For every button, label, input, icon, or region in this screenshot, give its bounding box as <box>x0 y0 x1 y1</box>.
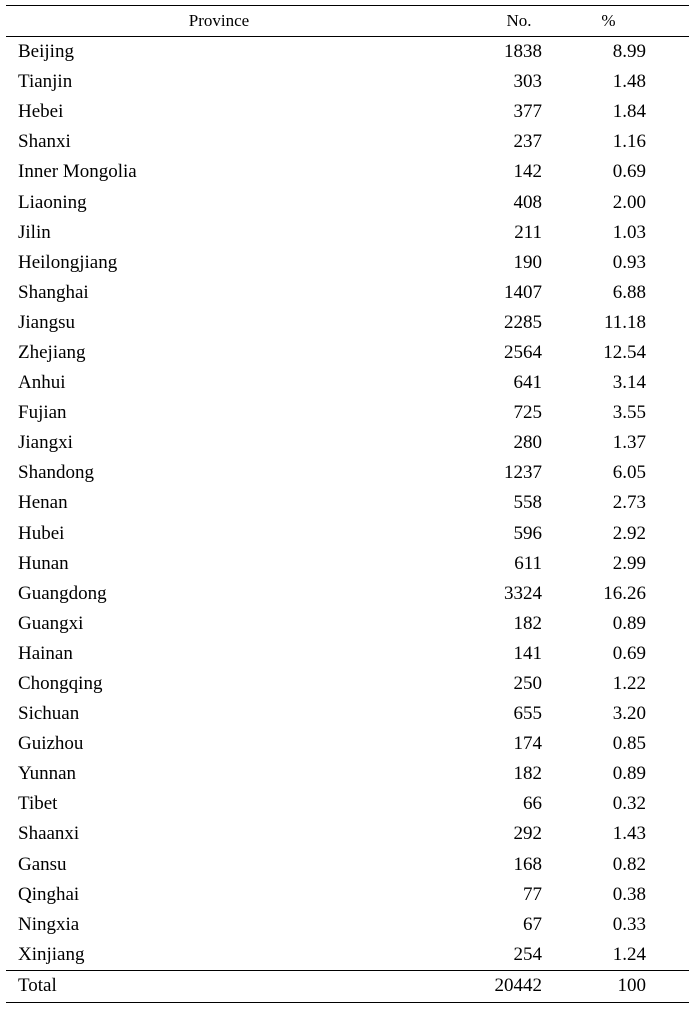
percent-cell: 2.73 <box>612 492 646 514</box>
percent-cell: 3.14 <box>612 372 646 394</box>
table-row <box>6 789 689 819</box>
province-cell: Shanghai <box>18 281 89 303</box>
table-row <box>6 579 689 609</box>
province-cell: Yunnan <box>18 763 77 785</box>
count-cell: 77 <box>523 883 542 905</box>
percent-cell: 3.55 <box>612 402 646 424</box>
percent-cell: 1.37 <box>612 432 646 454</box>
count-cell: 67 <box>523 913 542 935</box>
province-cell: Hubei <box>18 522 65 544</box>
table-row <box>6 157 689 187</box>
table-row <box>6 910 689 940</box>
total-label: Total <box>18 975 57 997</box>
count-cell: 254 <box>513 943 542 965</box>
count-cell: 292 <box>513 823 542 845</box>
province-cell: Gansu <box>18 853 67 875</box>
count-cell: 250 <box>513 673 542 695</box>
table-row <box>6 819 689 849</box>
count-cell: 725 <box>513 402 542 424</box>
table-row <box>6 308 689 338</box>
province-cell: Henan <box>18 492 68 514</box>
province-cell: Heilongjiang <box>18 251 118 273</box>
province-cell: Tibet <box>18 793 58 815</box>
header-no: No. <box>506 11 532 30</box>
count-cell: 377 <box>513 101 542 123</box>
province-cell: Liaoning <box>18 191 87 213</box>
table-row <box>6 398 689 428</box>
total-row <box>6 970 689 1002</box>
province-cell: Sichuan <box>18 703 80 725</box>
table-row <box>6 368 689 398</box>
table-row <box>6 759 689 789</box>
province-cell: Qinghai <box>18 883 80 905</box>
table-row <box>6 669 689 699</box>
province-cell: Zhejiang <box>18 341 86 363</box>
count-cell: 3324 <box>504 582 542 604</box>
province-cell: Shandong <box>18 462 94 484</box>
header-percent: % <box>601 11 616 30</box>
table-row <box>6 549 689 579</box>
count-cell: 211 <box>514 221 542 243</box>
province-cell: Guangdong <box>18 582 107 604</box>
province-cell: Beijing <box>18 41 74 63</box>
percent-cell: 12.54 <box>603 341 646 363</box>
percent-cell: 8.99 <box>612 41 646 63</box>
count-cell: 280 <box>513 432 542 454</box>
table-row <box>6 850 689 880</box>
table-row <box>6 37 689 68</box>
count-cell: 141 <box>513 642 542 664</box>
percent-cell: 0.93 <box>612 251 646 273</box>
table-row <box>6 940 689 971</box>
province-cell: Shanxi <box>18 131 71 153</box>
province-cell: Jilin <box>18 221 51 243</box>
count-cell: 168 <box>513 853 542 875</box>
province-cell: Xinjiang <box>18 943 85 965</box>
count-cell: 66 <box>523 793 542 815</box>
table-footer <box>6 970 689 1002</box>
percent-cell: 1.84 <box>612 101 646 123</box>
count-cell: 655 <box>513 703 542 725</box>
table-body <box>6 37 689 971</box>
percent-cell: 1.48 <box>612 71 646 93</box>
count-cell: 558 <box>513 492 542 514</box>
percent-cell: 16.26 <box>603 582 646 604</box>
table-row <box>6 97 689 127</box>
header-province: Province <box>188 11 250 30</box>
province-cell: Hainan <box>18 642 73 664</box>
table-row <box>6 428 689 458</box>
header-row <box>6 6 689 37</box>
percent-cell: 0.69 <box>612 642 646 664</box>
percent-cell: 1.22 <box>612 673 646 695</box>
table-row <box>6 699 689 729</box>
table-row <box>6 488 689 518</box>
count-cell: 641 <box>513 372 542 394</box>
count-cell: 596 <box>513 522 542 544</box>
count-cell: 1838 <box>504 41 542 63</box>
table-row <box>6 729 689 759</box>
percent-cell: 0.69 <box>612 161 646 183</box>
table-row <box>6 519 689 549</box>
province-cell: Fujian <box>18 402 67 424</box>
percent-cell: 2.92 <box>612 522 646 544</box>
table-row <box>6 639 689 669</box>
count-cell: 1237 <box>504 462 542 484</box>
province-cell: Hebei <box>18 101 64 123</box>
percent-cell: 0.32 <box>612 793 646 815</box>
total-percent: 100 <box>617 975 646 997</box>
province-table-container <box>6 5 689 1003</box>
table-row <box>6 187 689 217</box>
table-row <box>6 609 689 639</box>
percent-cell: 11.18 <box>603 311 646 333</box>
percent-cell: 2.00 <box>612 191 646 213</box>
province-cell: Shaanxi <box>18 823 80 845</box>
province-cell: Hunan <box>18 552 69 574</box>
province-cell: Chongqing <box>18 673 103 695</box>
percent-cell: 0.85 <box>612 733 646 755</box>
percent-cell: 1.16 <box>612 131 646 153</box>
table-row <box>6 458 689 488</box>
percent-cell: 0.33 <box>612 913 646 935</box>
table-row <box>6 218 689 248</box>
percent-cell: 0.89 <box>612 763 646 785</box>
percent-cell: 1.24 <box>612 943 646 965</box>
province-cell: Inner Mongolia <box>18 161 137 183</box>
count-cell: 182 <box>513 612 542 634</box>
table-row <box>6 248 689 278</box>
count-cell: 408 <box>513 191 542 213</box>
province-table <box>6 5 689 1003</box>
percent-cell: 6.05 <box>612 462 646 484</box>
province-cell: Guangxi <box>18 612 84 634</box>
table-row <box>6 278 689 308</box>
total-no: 20442 <box>494 975 542 997</box>
percent-cell: 1.03 <box>612 221 646 243</box>
province-cell: Jiangxi <box>18 432 73 454</box>
count-cell: 142 <box>513 161 542 183</box>
percent-cell: 0.89 <box>612 612 646 634</box>
count-cell: 2564 <box>504 341 542 363</box>
count-cell: 1407 <box>504 281 542 303</box>
percent-cell: 3.20 <box>612 703 646 725</box>
percent-cell: 0.38 <box>612 883 646 905</box>
table-row <box>6 67 689 97</box>
count-cell: 182 <box>513 763 542 785</box>
table-header <box>6 6 689 37</box>
province-cell: Jiangsu <box>18 311 75 333</box>
table-row <box>6 127 689 157</box>
percent-cell: 0.82 <box>612 853 646 875</box>
province-cell: Tianjin <box>18 71 73 93</box>
province-cell: Ningxia <box>18 913 80 935</box>
table-row <box>6 880 689 910</box>
count-cell: 611 <box>514 552 542 574</box>
percent-cell: 2.99 <box>612 552 646 574</box>
percent-cell: 1.43 <box>612 823 646 845</box>
count-cell: 303 <box>513 71 542 93</box>
province-cell: Anhui <box>18 372 66 394</box>
province-cell: Guizhou <box>18 733 84 755</box>
count-cell: 2285 <box>504 311 542 333</box>
count-cell: 174 <box>513 733 542 755</box>
percent-cell: 6.88 <box>612 281 646 303</box>
count-cell: 190 <box>513 251 542 273</box>
count-cell: 237 <box>513 131 542 153</box>
table-row <box>6 338 689 368</box>
